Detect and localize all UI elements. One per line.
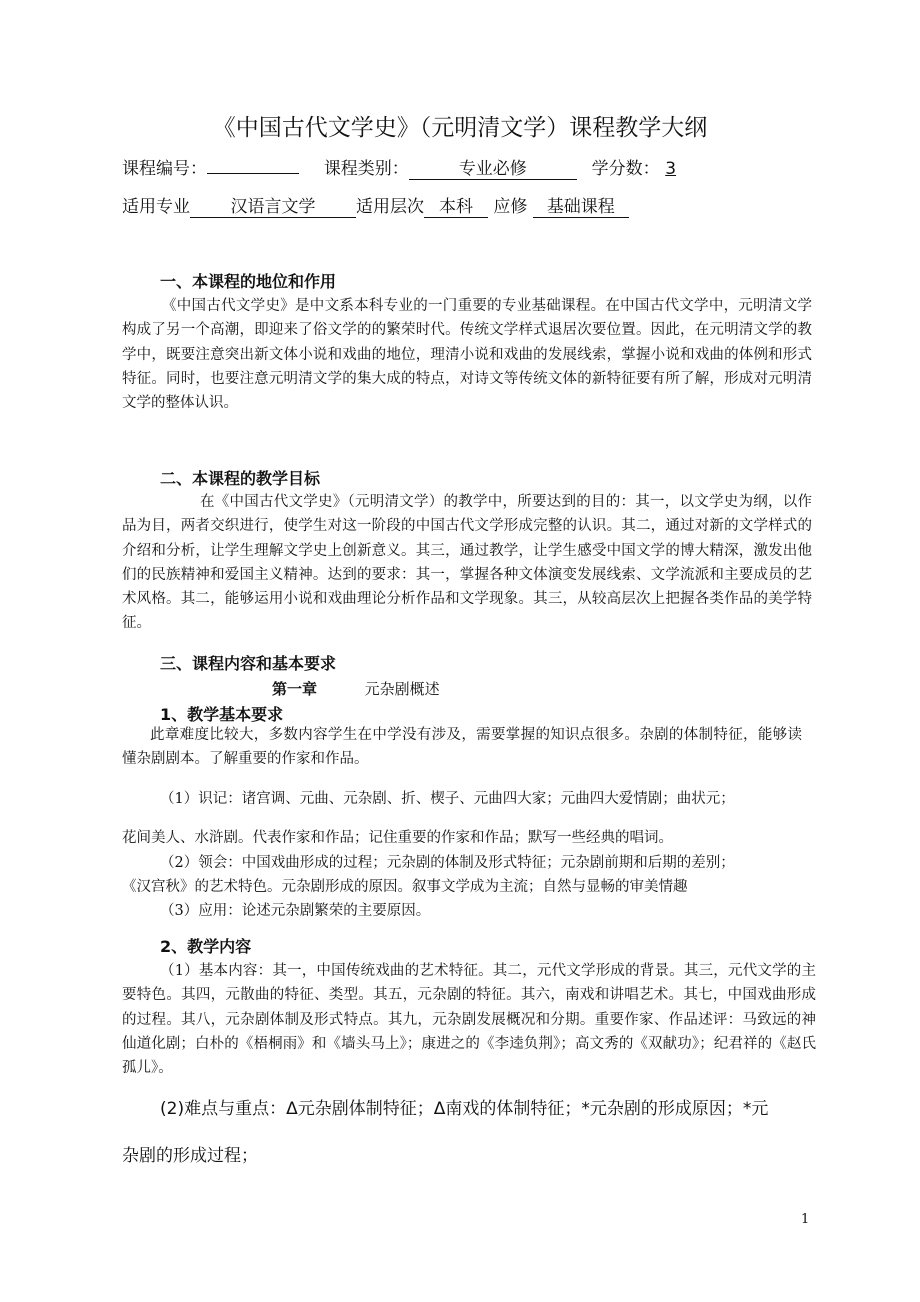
course-code-value	[207, 173, 299, 174]
level-label: 适用层次	[356, 197, 424, 217]
key-points-line-2: 杂剧的形成过程；	[122, 1146, 258, 1166]
subsection-2-body: （1）基本内容：其一，中国传统戏曲的艺术特征。其二，元代文学形成的背景。其三，元代文学的主要特色。其四，元散曲的特征、类型。其五，元杂剧的特征。其六，南戏和讲唱艺术。其七，中国戏曲形成的过程。其八，元杂剧体制及形式特点。其九，元杂剧发展概况和分期。重要作家、作品述评：马致远的神仙道化剧；白朴的《梧桐雨》和《墙头马上》；康进之的《李逵负荆》；高文秀的《双献功》；纪君祥的《赵氏孤儿》。	[122, 963, 816, 1077]
section-3-heading: 三、课程内容和基本要求	[160, 654, 337, 673]
section-1-heading: 一、本课程的地位和作用	[160, 272, 337, 291]
requirement-value: 基础课程	[533, 197, 629, 218]
section-1-body: 《中国古代文学史》是中文系本科专业的一门重要的专业基础课程。在中国古代文学中，元明清文学构成了另一个高潮，即迎来了俗文学的的繁荣时代。传统文学样式退居次要位置。因此，在元明清文学的教学中，既要注意突出新文体小说和戏曲的地位，理清小说和戏曲的发展线索，掌握小说和戏曲的体例和形式特征。同时，也要注意元明清文学的集大成的特点，对诗文等传统文体的新特征要有所了解，形成对元明清文学的整体认识。	[122, 298, 812, 412]
item-understand-line-2: 《汉宫秋》的艺术特色。元杂剧形成的原因。叙事文学成为主流；自然与显畅的审美情趣	[122, 879, 688, 895]
meta-line-1	[122, 154, 682, 180]
item-recall-line-1: （1）识记：诸宫调、元曲、元杂剧、折、楔子、元曲四大家；元曲四大爱情剧；曲状元；	[160, 791, 735, 807]
key-points-line-1: (2)难点与重点：Δ元杂剧体制特征；Δ南戏的体制特征；*元杂剧的形成原因；*元	[160, 1099, 769, 1119]
chapter-heading	[272, 678, 440, 699]
subsection-1-heading: 1、教学基本要求	[160, 705, 284, 724]
subsection-2-heading: 2、教学内容	[160, 937, 252, 956]
subsection-1-body: 此章难度比较大，多数内容学生在中学没有涉及，需要掌握的知识点很多。杂剧的体制特征，能够读懂杂剧剧本。了解重要的作家和作品。	[122, 727, 802, 768]
course-type-label: 课程类别：	[323, 159, 409, 179]
credit-value: 3	[665, 159, 677, 179]
item-understand-line-1: （2）领会：中国戏曲形成的过程；元杂剧的体制及形式特征；元杂剧前期和后期的差别；	[160, 855, 735, 871]
chapter-title: 元杂剧概述	[364, 680, 440, 698]
level-value: 本科	[424, 197, 488, 218]
credit-label: 学分数：	[591, 159, 660, 179]
major-label: 适用专业	[122, 197, 190, 217]
item-apply-line: （3）应用：论述元杂剧繁荣的主要原因。	[160, 903, 431, 919]
section-2-body: 在《中国古代文学史》（元明清文学）的教学中，所要达到的目的：其一，以文学史为纲，以作品为目，两者交织进行，使学生对这一阶段的中国古代文学形成完整的认识。其二，通过对新的文学样式的介绍和分析，让学生理解文学史上创新意义。其三，通过教学，让学生感受中国文学的博大精深，激发出他们的民族精神和爱国主义精神。达到的要求：其一，掌握各种文体演变发展线索、文学流派和主要成员的艺术风格。其二，能够运用小说和戏曲理论分析作品和文学现象。其三，从较高层次上把握各类作品的美学特征。	[122, 494, 812, 632]
requirement-label: 应修	[493, 197, 528, 217]
course-type-value: 专业必修	[409, 159, 577, 180]
item-recall-line-2: 花间美人、水浒剧。代表作家和作品；记住重要的作家和作品；默写一些经典的唱词。	[122, 830, 673, 846]
page-number: 1	[801, 1212, 810, 1227]
meta-line-2	[122, 192, 629, 218]
page-title: 《中国古代文学史》（元明清文学）课程教学大纲	[212, 115, 708, 141]
major-value: 汉语言文学	[190, 197, 356, 218]
section-2-heading: 二、本课程的教学目标	[160, 469, 321, 488]
chapter-label: 第一章	[272, 680, 318, 698]
course-code-label: 课程编号：	[122, 159, 207, 179]
